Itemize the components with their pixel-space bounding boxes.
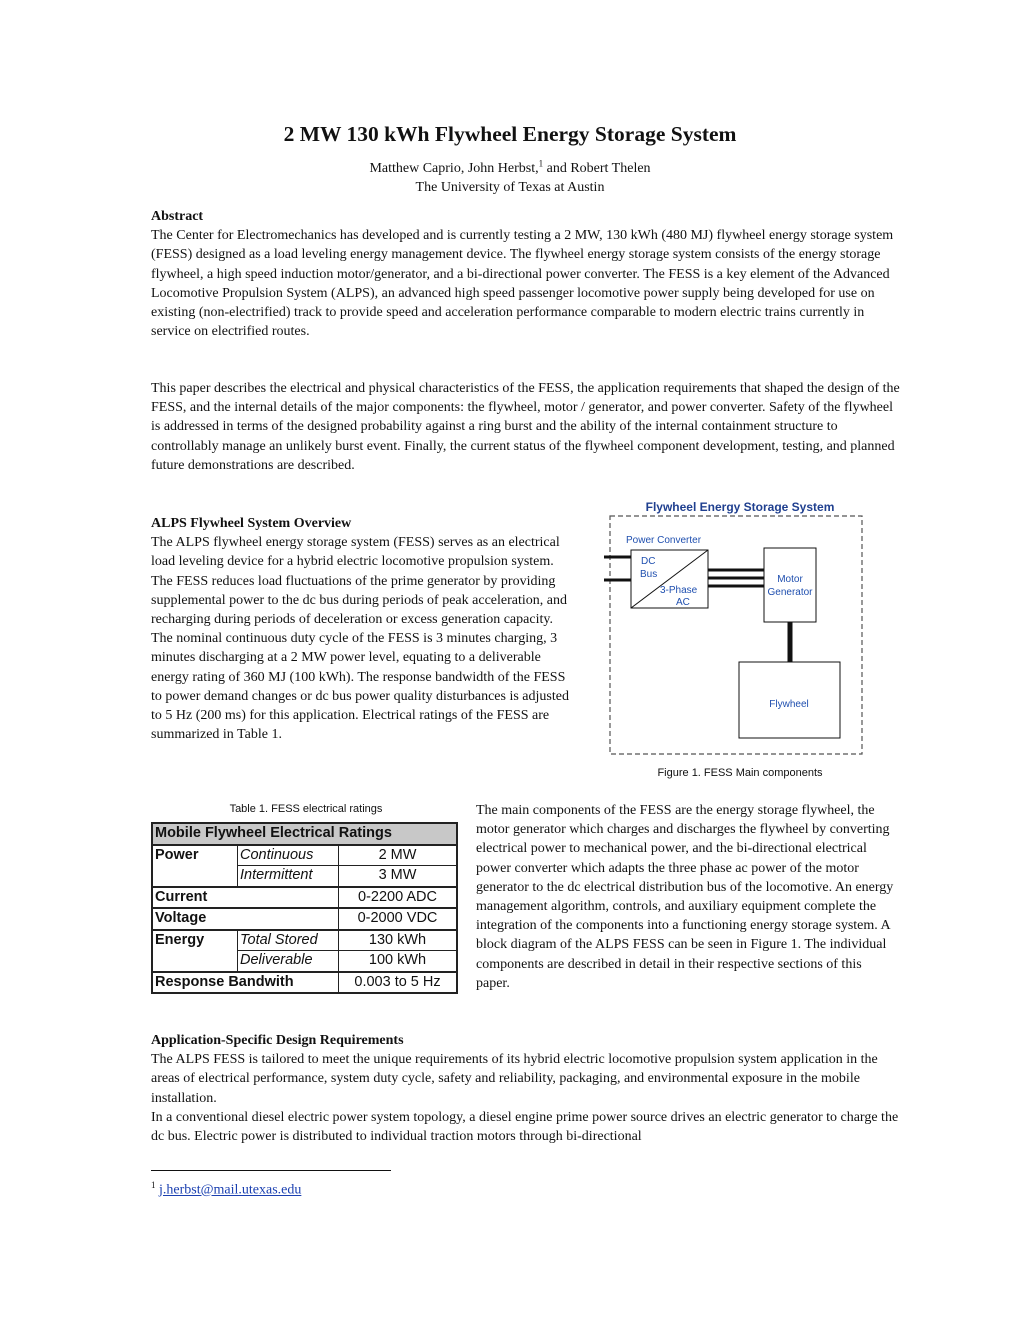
paper-title: 2 MW 130 kWh Flywheel Energy Storage System	[283, 122, 737, 146]
ratings-table	[151, 822, 458, 994]
generator-label: Generator	[767, 587, 813, 598]
row-value: 3 MW	[339, 866, 458, 887]
overview-section	[151, 514, 577, 744]
flywheel-label: Flywheel	[769, 699, 809, 710]
topology-text: In a conventional diesel electric power system topology, a diesel engine prime power source drives an electric generator to charge the dc bus. Electric power is distributed to individual traction motors through bi-directional	[151, 1110, 899, 1145]
figure-title: Flywheel Energy Storage System	[645, 500, 835, 514]
footnote-divider	[151, 1170, 391, 1171]
row-value: 0.003 to 5 Hz	[339, 972, 458, 994]
fess-block-diagram	[604, 497, 876, 759]
table-header-row	[152, 823, 457, 845]
row-label	[152, 866, 238, 887]
email-link[interactable]: j.herbst@mail.utexas.edu	[159, 1182, 302, 1198]
row-label: Response Bandwith	[152, 972, 339, 994]
overview-heading: ALPS Flywheel System Overview	[151, 516, 352, 531]
abstract-heading: Abstract	[151, 209, 204, 224]
footnote-number: 1	[151, 1180, 156, 1190]
motor-generator-box	[764, 548, 816, 622]
row-label: Energy	[152, 930, 238, 951]
components-paragraph	[476, 801, 896, 993]
bus-label: Bus	[640, 569, 658, 580]
author-block	[0, 159, 1020, 197]
power-converter-label: Power Converter	[626, 535, 702, 546]
affiliation: The University of Texas at Austin	[415, 180, 605, 195]
abstract-section	[151, 207, 901, 341]
table-row	[152, 845, 457, 866]
table-row	[152, 951, 457, 972]
motor-label: Motor	[777, 574, 803, 585]
row-label: Power	[152, 845, 238, 866]
table-header: Mobile Flywheel Electrical Ratings	[152, 823, 457, 845]
design-requirements-section	[151, 1031, 903, 1108]
topology-paragraph	[151, 1108, 903, 1146]
row-value: 0-2000 VDC	[339, 908, 458, 930]
row-value: 130 kWh	[339, 930, 458, 951]
row-value: 0-2200 ADC	[339, 887, 458, 909]
abstract-text: The Center for Electromechanics has developed and is currently testing a 2 MW, 130 kWh (480 MJ) flywheel energy storage system (FESS) designed as a load leveling energy management device. The flywheel energy storage system consists of the energy storage flywheel, a high speed induction motor/generator, and a bi-directional power converter. The FESS is a key element of the Advanced Locomotive Propulsion System (ALPS), an advanced high speed passenger locomotive power supply being developed for use on existing (non-electrified) track to provide speed and acceleration performance comparable to modern electric trains currently in service on electrified routes.	[151, 228, 894, 340]
row-label	[152, 951, 238, 972]
figure-caption: Figure 1. FESS Main components	[657, 767, 823, 779]
row-sublabel: Total Stored	[238, 930, 339, 951]
scope-text: This paper describes the electrical and physical characteristics of the FESS, the application requirements that shaped the design of the FESS, and the internal details of the major components: the flywheel, motor / generator, and power converter. Safety of the flywheel is addressed in terms of the designed probability against a ring burst and the ability of the internal containment structure to controllably manage an unlikely burst event. Finally, the current status of the flywheel component development, testing, and planned future demonstrations are described.	[151, 381, 900, 473]
row-sublabel: Continuous	[238, 845, 339, 866]
table-row	[152, 887, 457, 909]
figure-1	[604, 497, 876, 759]
footnote-marker: 1	[538, 158, 544, 169]
table-row	[152, 930, 457, 951]
row-sublabel: Intermittent	[238, 866, 339, 887]
row-value: 2 MW	[339, 845, 458, 866]
row-label: Current	[152, 887, 339, 909]
table-caption: Table 1. FESS electrical ratings	[229, 803, 383, 815]
footnote	[151, 1180, 301, 1199]
design-requirements-heading: Application-Specific Design Requirements	[151, 1033, 404, 1048]
components-text: The main components of the FESS are the energy storage flywheel, the motor generator which charges and discharges the flywheel by converting electrical power to mechanical power, and the bi-directional electrical power converter which adapts the three phase ac power of the motor generator to the dc electrical distribution bus of the locomotive. An energy management algorithm, controls, and auxiliary equipment complete the integration of the components into a functioning energy storage system. A block diagram of the ALPS FESS can be seen in Figure 1. The individual components are described in detail in their respective sections of this paper.	[476, 803, 894, 991]
row-label: Voltage	[152, 908, 339, 930]
table-row	[152, 908, 457, 930]
paragraph-scope	[151, 379, 901, 475]
ac-label: AC	[676, 597, 690, 608]
row-value: 100 kWh	[339, 951, 458, 972]
author-names: Matthew Caprio, John Herbst,$^1$ and Robert Thelen	[369, 158, 651, 176]
design-requirements-text: The ALPS FESS is tailored to meet the unique requirements of its hybrid electric locomotive propulsion system application in the areas of electrical performance, system duty cycle, safety and reliability, packaging, and environmental exposure in the mobile installation.	[151, 1052, 878, 1106]
table-row	[152, 972, 457, 994]
dc-label: DC	[641, 556, 656, 567]
row-sublabel: Deliverable	[238, 951, 339, 972]
overview-text: The ALPS flywheel energy storage system (FESS) serves as an electrical load leveling device for a hybrid electric locomotive propulsion system. The FESS reduces load fluctuations of the prime generator by providing supplemental power to the dc bus during periods of peak acceleration, and recharging during periods of deceleration or excess generation capacity. The nominal continuous duty cycle of the FESS is 3 minutes charging, 3 minutes discharging at a 2 MW power level, equating to a deliverable energy rating of 360 MJ (100 kWh). The response bandwidth of the FESS to power demand changes or dc bus power quality disturbances is adjusted to 5 Hz (200 ms) for this application. Electrical ratings of the FESS are summarized in Table 1.	[151, 535, 569, 743]
table-row	[152, 866, 457, 887]
three-phase-label: 3-Phase	[660, 585, 698, 596]
